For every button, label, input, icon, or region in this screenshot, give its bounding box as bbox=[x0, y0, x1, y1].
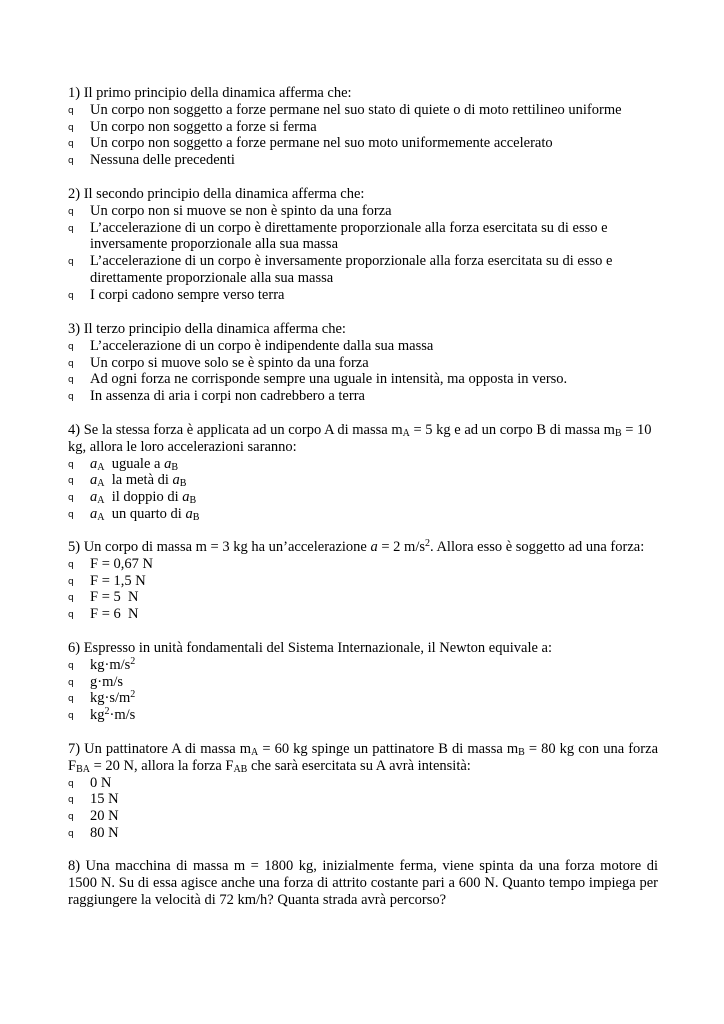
checkbox-icon: q bbox=[68, 711, 74, 722]
answer-option[interactable] bbox=[68, 203, 658, 220]
answer-label: un quarto di bbox=[111, 505, 182, 522]
checkbox-icon: q bbox=[68, 476, 74, 487]
checkbox-icon: q bbox=[68, 694, 74, 705]
answer-label: F = 1,5 N bbox=[90, 572, 146, 589]
answer-label: Un corpo non soggetto a forze permane nel suo stato di quiete o di moto rettilineo uniforme bbox=[90, 101, 622, 118]
answer-label: 15 N bbox=[90, 791, 119, 808]
answer-label: I corpi cadono sempre verso terra bbox=[90, 286, 285, 303]
answer-label: Un corpo si muove solo se è spinto da una forza bbox=[90, 354, 369, 371]
checkbox-icon: q bbox=[68, 828, 74, 839]
checkbox-icon: q bbox=[68, 493, 74, 504]
checkbox-icon: q bbox=[68, 375, 74, 386]
answer-label: Un corpo non soggetto a forze permane nel suo moto uniformemente accelerato bbox=[90, 135, 553, 152]
answer-option[interactable] bbox=[68, 152, 658, 169]
question-3-stem: 3) Il terzo principio della dinamica afferma che: bbox=[68, 321, 346, 337]
answer-option[interactable] bbox=[68, 589, 658, 606]
checkbox-icon: q bbox=[68, 341, 74, 352]
question-2-options bbox=[68, 203, 658, 304]
answer-option[interactable] bbox=[68, 388, 658, 405]
question-6-stem: 6) Espresso in unità fondamentali del Sistema Internazionale, il Newton equivale a: bbox=[68, 640, 552, 656]
answer-option[interactable]: q $a_A$ uguale a $a_B$ bbox=[68, 455, 178, 473]
answer-option[interactable] bbox=[68, 825, 658, 842]
answer-label: F = 6 N bbox=[90, 606, 139, 623]
question-4-stem: 4) Se la stessa forza è applicata ad un corpo A di massa $m_A = 5$ kg e ad un corpo B di massa $m_B = 10$ kg, allora le loro accelerazioni saranno: bbox=[68, 422, 652, 455]
answer-option[interactable]: q $kg^2\cdot m/s$ bbox=[68, 706, 136, 724]
question-1-stem: 1) Il primo principio della dinamica afferma che: bbox=[68, 85, 352, 101]
answer-option[interactable] bbox=[68, 338, 658, 355]
question-3 bbox=[68, 321, 658, 405]
answer-option[interactable] bbox=[68, 253, 643, 287]
checkbox-icon: q bbox=[68, 677, 74, 688]
checkbox-icon: q bbox=[68, 778, 74, 789]
question-6-options bbox=[68, 657, 658, 724]
answer-option[interactable] bbox=[68, 220, 625, 254]
checkbox-icon: q bbox=[68, 139, 74, 150]
answer-option[interactable]: q $a_A$ il doppio di $a_B$ bbox=[68, 489, 197, 507]
answer-label: il doppio di bbox=[111, 489, 179, 506]
checkbox-icon: q bbox=[68, 610, 74, 621]
answer-label: L’accelerazione di un corpo è direttamente proporzionale alla forza esercitata su di esso e inversamente proporzionale alla sua massa bbox=[90, 219, 608, 253]
answer-label: uguale a bbox=[111, 455, 161, 472]
question-3-options bbox=[68, 338, 658, 405]
answer-option[interactable]: q $a_A$ un quarto di $a_B$ bbox=[68, 505, 200, 523]
answer-option[interactable] bbox=[68, 102, 658, 119]
answer-option[interactable] bbox=[68, 775, 658, 792]
question-2 bbox=[68, 186, 658, 304]
checkbox-icon: q bbox=[68, 392, 74, 403]
answer-label: 0 N bbox=[90, 774, 112, 791]
answer-label: 20 N bbox=[90, 808, 119, 825]
question-6 bbox=[68, 640, 658, 724]
question-8 bbox=[68, 858, 658, 908]
checkbox-icon: q bbox=[68, 358, 74, 369]
answer-option[interactable] bbox=[68, 135, 658, 152]
checkbox-icon: q bbox=[68, 206, 74, 217]
answer-option[interactable]: q $kg\cdot s/m^2$ bbox=[68, 689, 136, 707]
question-7-stem: 7) Un pattinatore A di massa $m_A = 60$ kg spinge un pattinatore B di massa $m_B = 80$ kg con una forza $F_{BA} = 20$ N, allora la forza $F_{AB}$ che sarà esercitata su A avrà intensità: bbox=[68, 741, 659, 775]
question-1 bbox=[68, 85, 658, 169]
checkbox-icon: q bbox=[68, 459, 74, 470]
question-5 bbox=[68, 539, 658, 623]
answer-option[interactable] bbox=[68, 371, 658, 388]
answer-label: Un corpo non si muove se non è spinto da una forza bbox=[90, 202, 392, 219]
answer-option[interactable] bbox=[68, 355, 658, 372]
checkbox-icon: q bbox=[68, 795, 74, 806]
answer-option[interactable]: q $kg\cdot m/s^2$ bbox=[68, 655, 136, 673]
checkbox-icon: q bbox=[68, 812, 74, 823]
question-8-stem: 8) Una macchina di massa m = 1800 kg, inizialmente ferma, viene spinta da una forza motore di 1500 N. Su di essa agisce anche una forza di attrito costante pari a 600 N. Quanto tempo impiega per raggiungere la velocità di 72 km/h? Quanta strada avrà percorso? bbox=[68, 858, 658, 908]
question-7-options bbox=[68, 775, 658, 842]
answer-option[interactable] bbox=[68, 573, 658, 590]
answer-option[interactable]: q g·m/s bbox=[68, 673, 124, 690]
answer-option[interactable] bbox=[68, 556, 658, 573]
question-2-stem: 2) Il secondo principio della dinamica afferma che: bbox=[68, 186, 365, 202]
checkbox-icon: q bbox=[68, 559, 74, 570]
answer-label: la metà di bbox=[111, 472, 169, 489]
answer-label: F = 5 N bbox=[90, 589, 139, 606]
answer-option[interactable] bbox=[68, 808, 658, 825]
checkbox-icon: q bbox=[68, 290, 74, 301]
checkbox-icon: q bbox=[68, 223, 74, 234]
answer-label: L’accelerazione di un corpo è inversamente proporzionale alla forza esercitata su di esso e direttamente proporzionale alla sua massa bbox=[90, 253, 613, 286]
question-7 bbox=[68, 741, 658, 842]
answer-option[interactable] bbox=[68, 606, 658, 623]
answer-label: Ad ogni forza ne corrisponde sempre una uguale in intensità, ma opposta in verso. bbox=[90, 371, 568, 388]
checkbox-icon: q bbox=[68, 660, 74, 671]
question-4-options bbox=[68, 456, 658, 523]
question-4 bbox=[68, 422, 658, 523]
checkbox-icon: q bbox=[68, 156, 74, 167]
answer-label: F = 0,67 N bbox=[90, 555, 153, 572]
checkbox-icon: q bbox=[68, 105, 74, 116]
checkbox-icon: q bbox=[68, 122, 74, 133]
checkbox-icon: q bbox=[68, 509, 74, 520]
answer-label: Nessuna delle precedenti bbox=[90, 152, 235, 169]
answer-option[interactable] bbox=[68, 791, 658, 808]
answer-label: 80 N bbox=[90, 824, 119, 841]
checkbox-icon: q bbox=[68, 257, 74, 268]
checkbox-icon: q bbox=[68, 576, 74, 587]
question-1-options bbox=[68, 102, 658, 169]
answer-label: Un corpo non soggetto a forze si ferma bbox=[90, 118, 317, 135]
answer-option[interactable] bbox=[68, 287, 658, 304]
answer-label: In assenza di aria i corpi non cadrebbero a terra bbox=[90, 388, 365, 405]
answer-option[interactable] bbox=[68, 119, 658, 136]
answer-label: L’accelerazione di un corpo è indipendente dalla sua massa bbox=[90, 337, 434, 354]
checkbox-icon: q bbox=[68, 593, 74, 604]
answer-option[interactable]: q $a_A$ la metà di $a_B$ bbox=[68, 472, 187, 490]
question-5-stem: 5) Un corpo di massa m = 3 kg ha un’accelerazione a = 2 $m/s^2$. Allora esso è soggetto ad una forza: bbox=[68, 538, 645, 555]
question-5-options bbox=[68, 556, 658, 623]
